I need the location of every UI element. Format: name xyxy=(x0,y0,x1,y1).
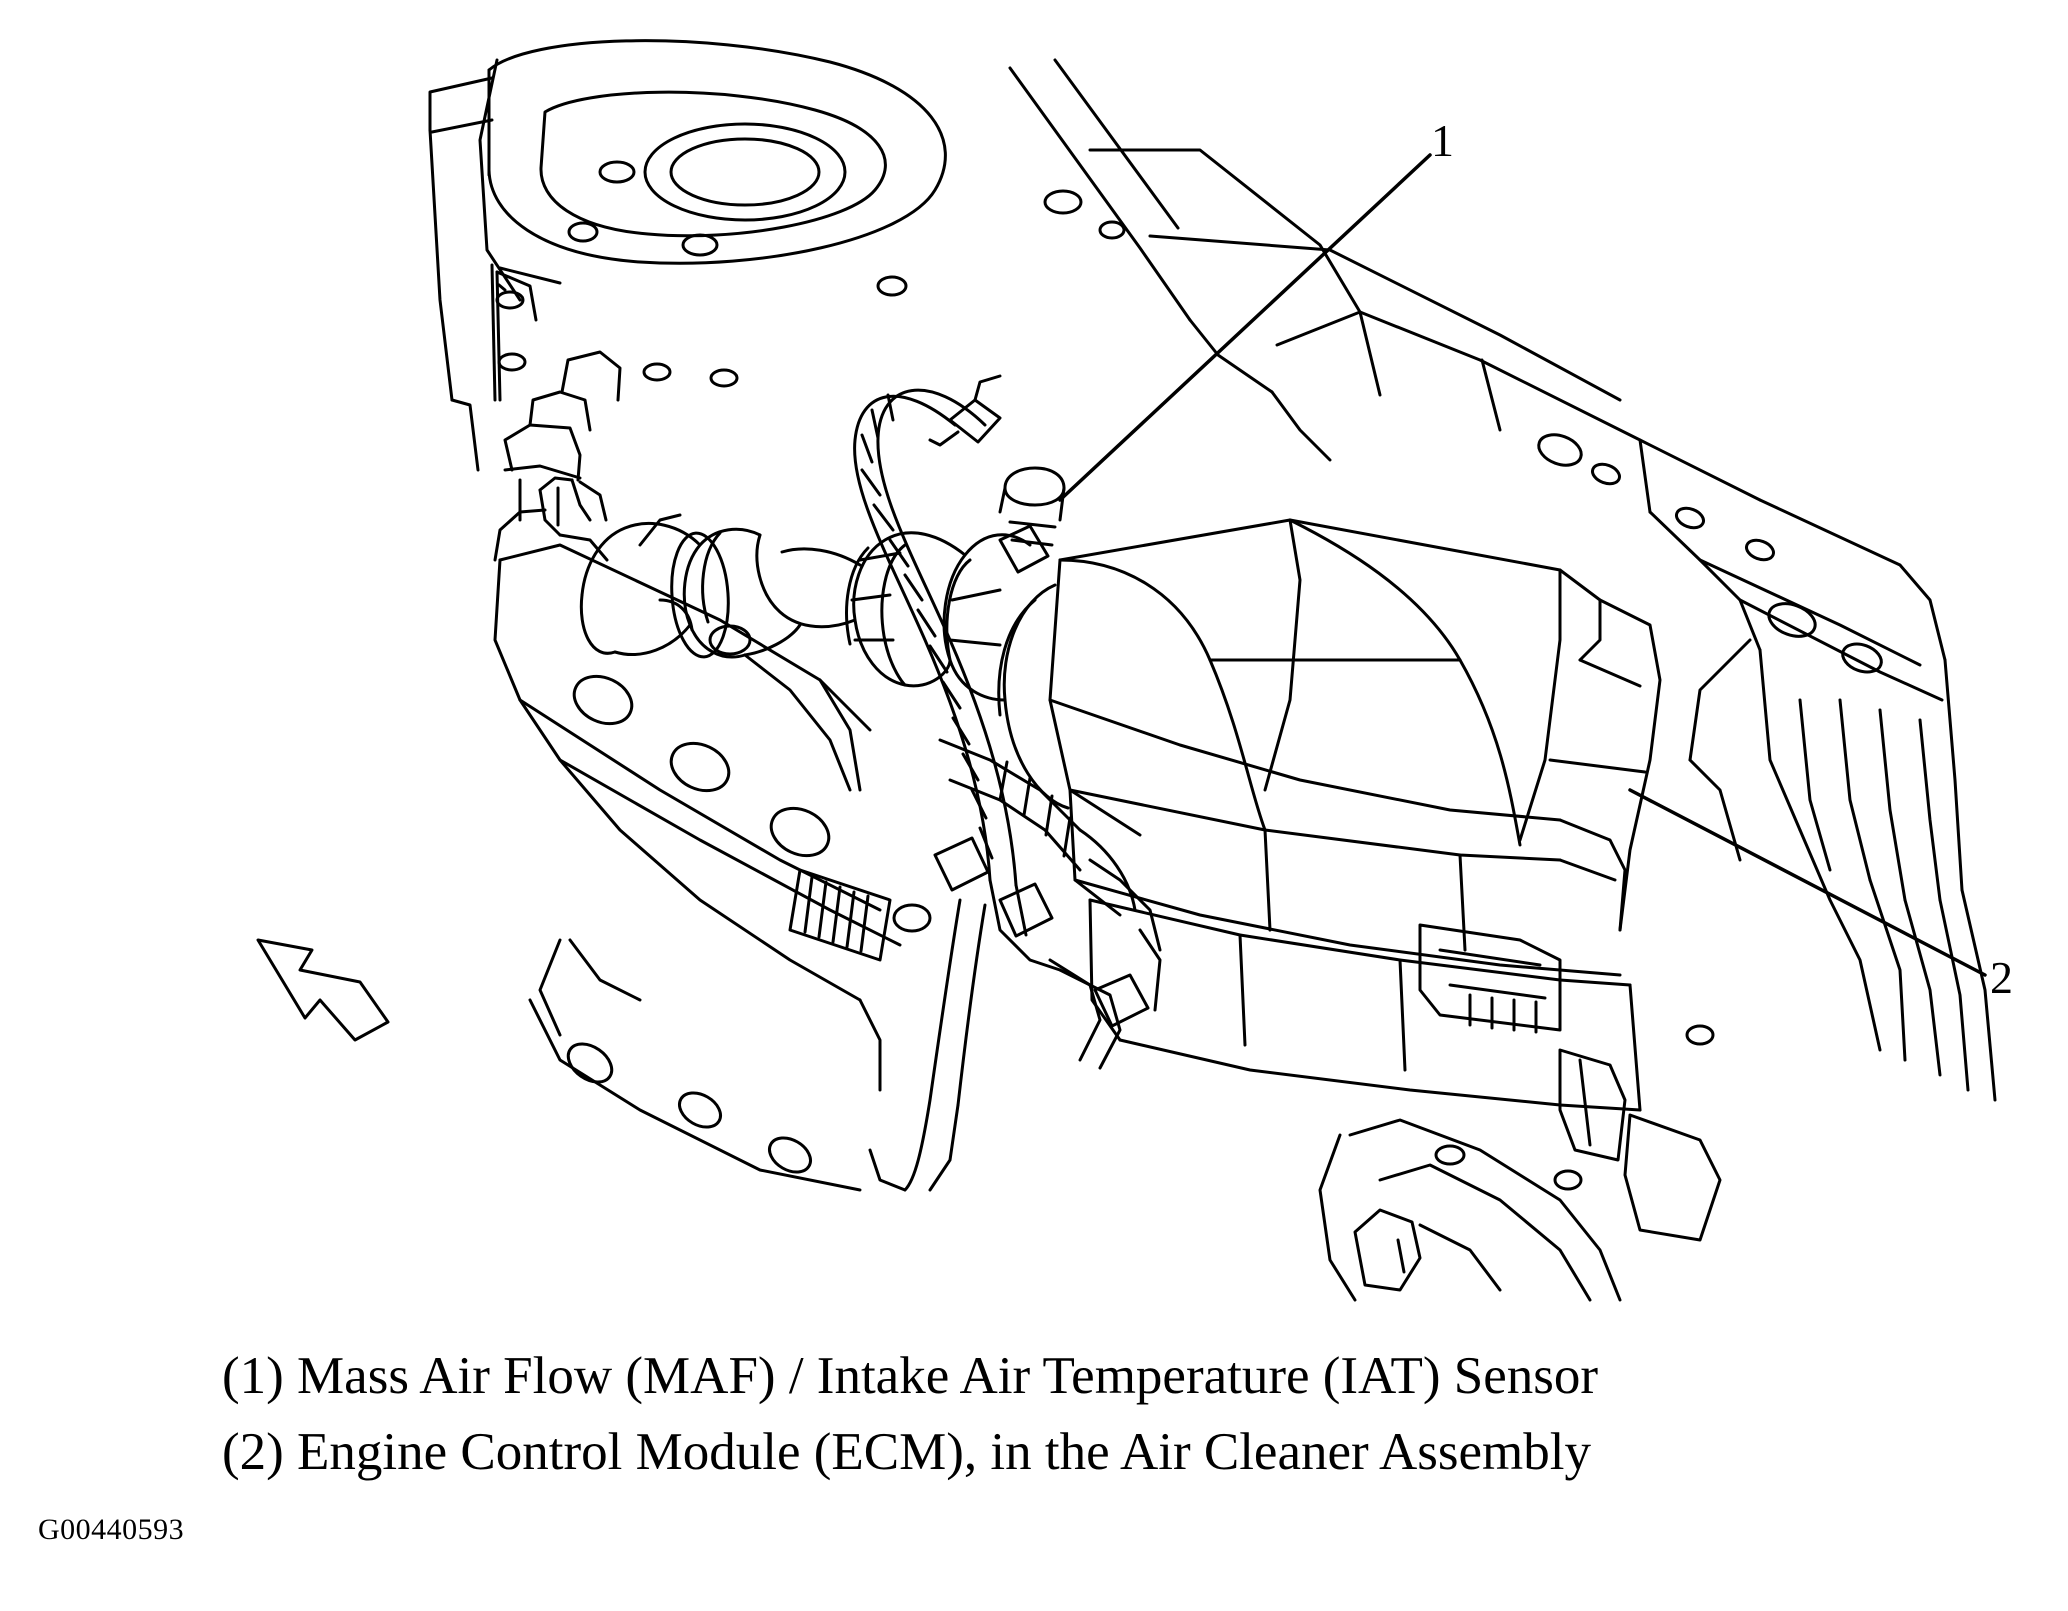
callout-number-2: 2 xyxy=(1990,952,2013,1003)
wiring-harness xyxy=(855,376,1160,1190)
callout-leader-lines xyxy=(1060,155,1985,975)
upper-radiator-support xyxy=(1535,429,1995,1100)
engine-valve-cover xyxy=(495,545,930,1190)
inner-fender-panel xyxy=(430,78,1124,470)
figure-legend xyxy=(222,1338,1922,1490)
intake-air-duct xyxy=(684,468,1064,700)
throttle-body xyxy=(495,352,750,659)
figure-id-label: G00440593 xyxy=(38,1513,185,1546)
legend-item-1: (1) Mass Air Flow (MAF) / Intake Air Temperature (IAT) Sensor xyxy=(222,1347,1599,1405)
ecm-bracket xyxy=(1320,925,1720,1300)
callout-number-1: 1 xyxy=(1431,115,1454,166)
legend-item-2: (2) Engine Control Module (ECM), in the Air Cleaner Assembly xyxy=(222,1423,1591,1481)
vehicle-front-direction-arrow xyxy=(258,940,388,1040)
upper-rail xyxy=(1010,60,1760,512)
strut-tower xyxy=(480,41,945,300)
